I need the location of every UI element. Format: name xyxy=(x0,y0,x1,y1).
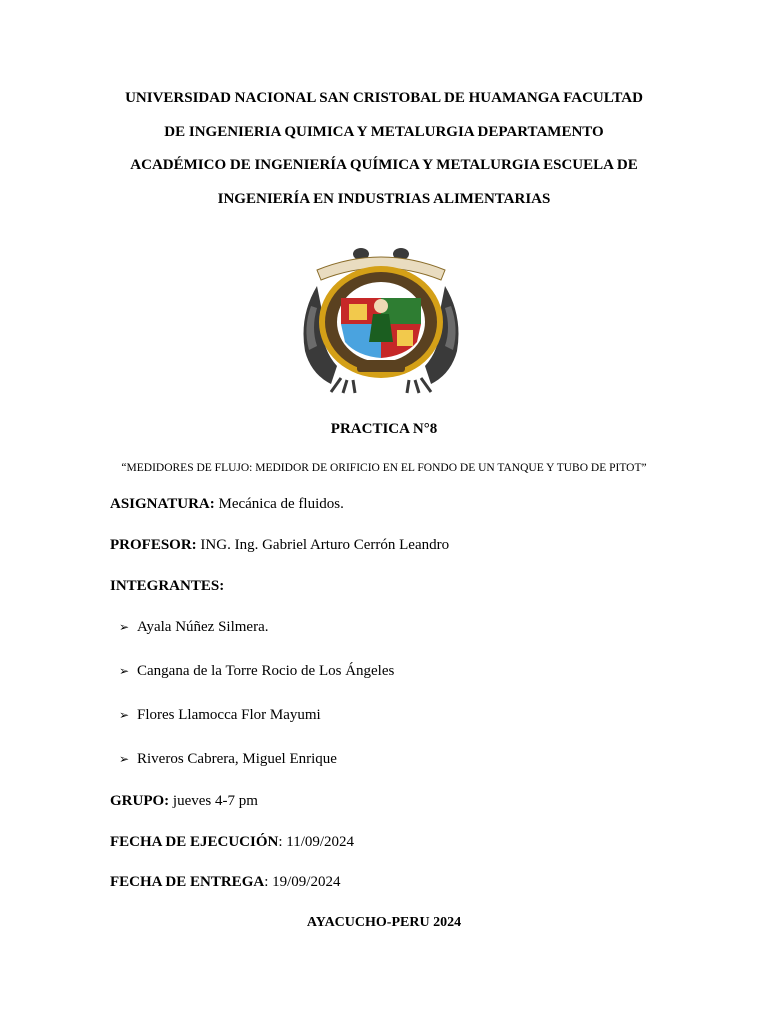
profesor-field xyxy=(110,537,449,554)
list-item xyxy=(119,663,394,680)
grupo-field xyxy=(110,793,258,810)
practice-subtitle: “MEDIDORES DE FLUJO: MEDIDOR DE ORIFICIO EN EL FONDO DE UN TANQUE Y TUBO DE PITOT” xyxy=(121,462,647,474)
list-item xyxy=(119,751,337,768)
fecha-entrega-value: : 19/09/2024 xyxy=(264,874,341,890)
fecha-ejecucion-value: : 11/09/2024 xyxy=(278,834,355,850)
asignatura-field xyxy=(110,496,344,513)
grupo-value: jueves 4-7 pm xyxy=(172,793,258,809)
list-item xyxy=(119,619,269,636)
fecha-entrega-field xyxy=(110,874,340,891)
title-line: INGENIERÍA EN INDUSTRIAS ALIMENTARIAS xyxy=(217,191,551,208)
university-coat-of-arms-icon xyxy=(297,246,465,394)
arrow-bullet-icon: ➢ xyxy=(119,664,130,678)
integrantes-field xyxy=(110,578,224,595)
title-line: UNIVERSIDAD NACIONAL SAN CRISTOBAL DE HUAMANGA FACULTAD xyxy=(125,90,643,106)
fecha-ejecucion-label: FECHA DE EJECUCIÓN xyxy=(110,834,279,850)
member-name: Cangana de la Torre Rocio de Los Ángeles xyxy=(137,663,395,679)
asignatura-label: ASIGNATURA: xyxy=(110,496,215,512)
member-name: Ayala Núñez Silmera. xyxy=(137,619,269,635)
arrow-bullet-icon: ➢ xyxy=(119,752,130,766)
arrow-bullet-icon: ➢ xyxy=(119,708,130,722)
footer-place-year: AYACUCHO-PERU 2024 xyxy=(306,915,462,930)
profesor-value: ING. Ing. Gabriel Arturo Cerrón Leandro xyxy=(200,537,450,553)
asignatura-value: Mecánica de fluidos. xyxy=(218,496,344,512)
fecha-ejecucion-field xyxy=(110,834,354,851)
arrow-bullet-icon: ➢ xyxy=(119,620,130,634)
grupo-label: GRUPO: xyxy=(110,793,170,809)
title-line: DE INGENIERIA QUIMICA Y METALURGIA DEPARTAMENTO xyxy=(164,123,604,140)
title-line: ACADÉMICO DE INGENIERÍA QUÍMICA Y METALURGIA ESCUELA DE xyxy=(130,157,638,174)
fecha-entrega-label: FECHA DE ENTREGA xyxy=(110,874,265,890)
member-name: Flores Llamocca Flor Mayumi xyxy=(137,707,321,723)
institution-title xyxy=(100,82,668,217)
integrantes-label: INTEGRANTES: xyxy=(110,578,225,594)
profesor-label: PROFESOR: xyxy=(110,537,197,553)
practice-title: PRACTICA N°8 xyxy=(330,421,438,437)
member-name: Riveros Cabrera, Miguel Enrique xyxy=(137,751,337,767)
list-item xyxy=(119,707,321,724)
